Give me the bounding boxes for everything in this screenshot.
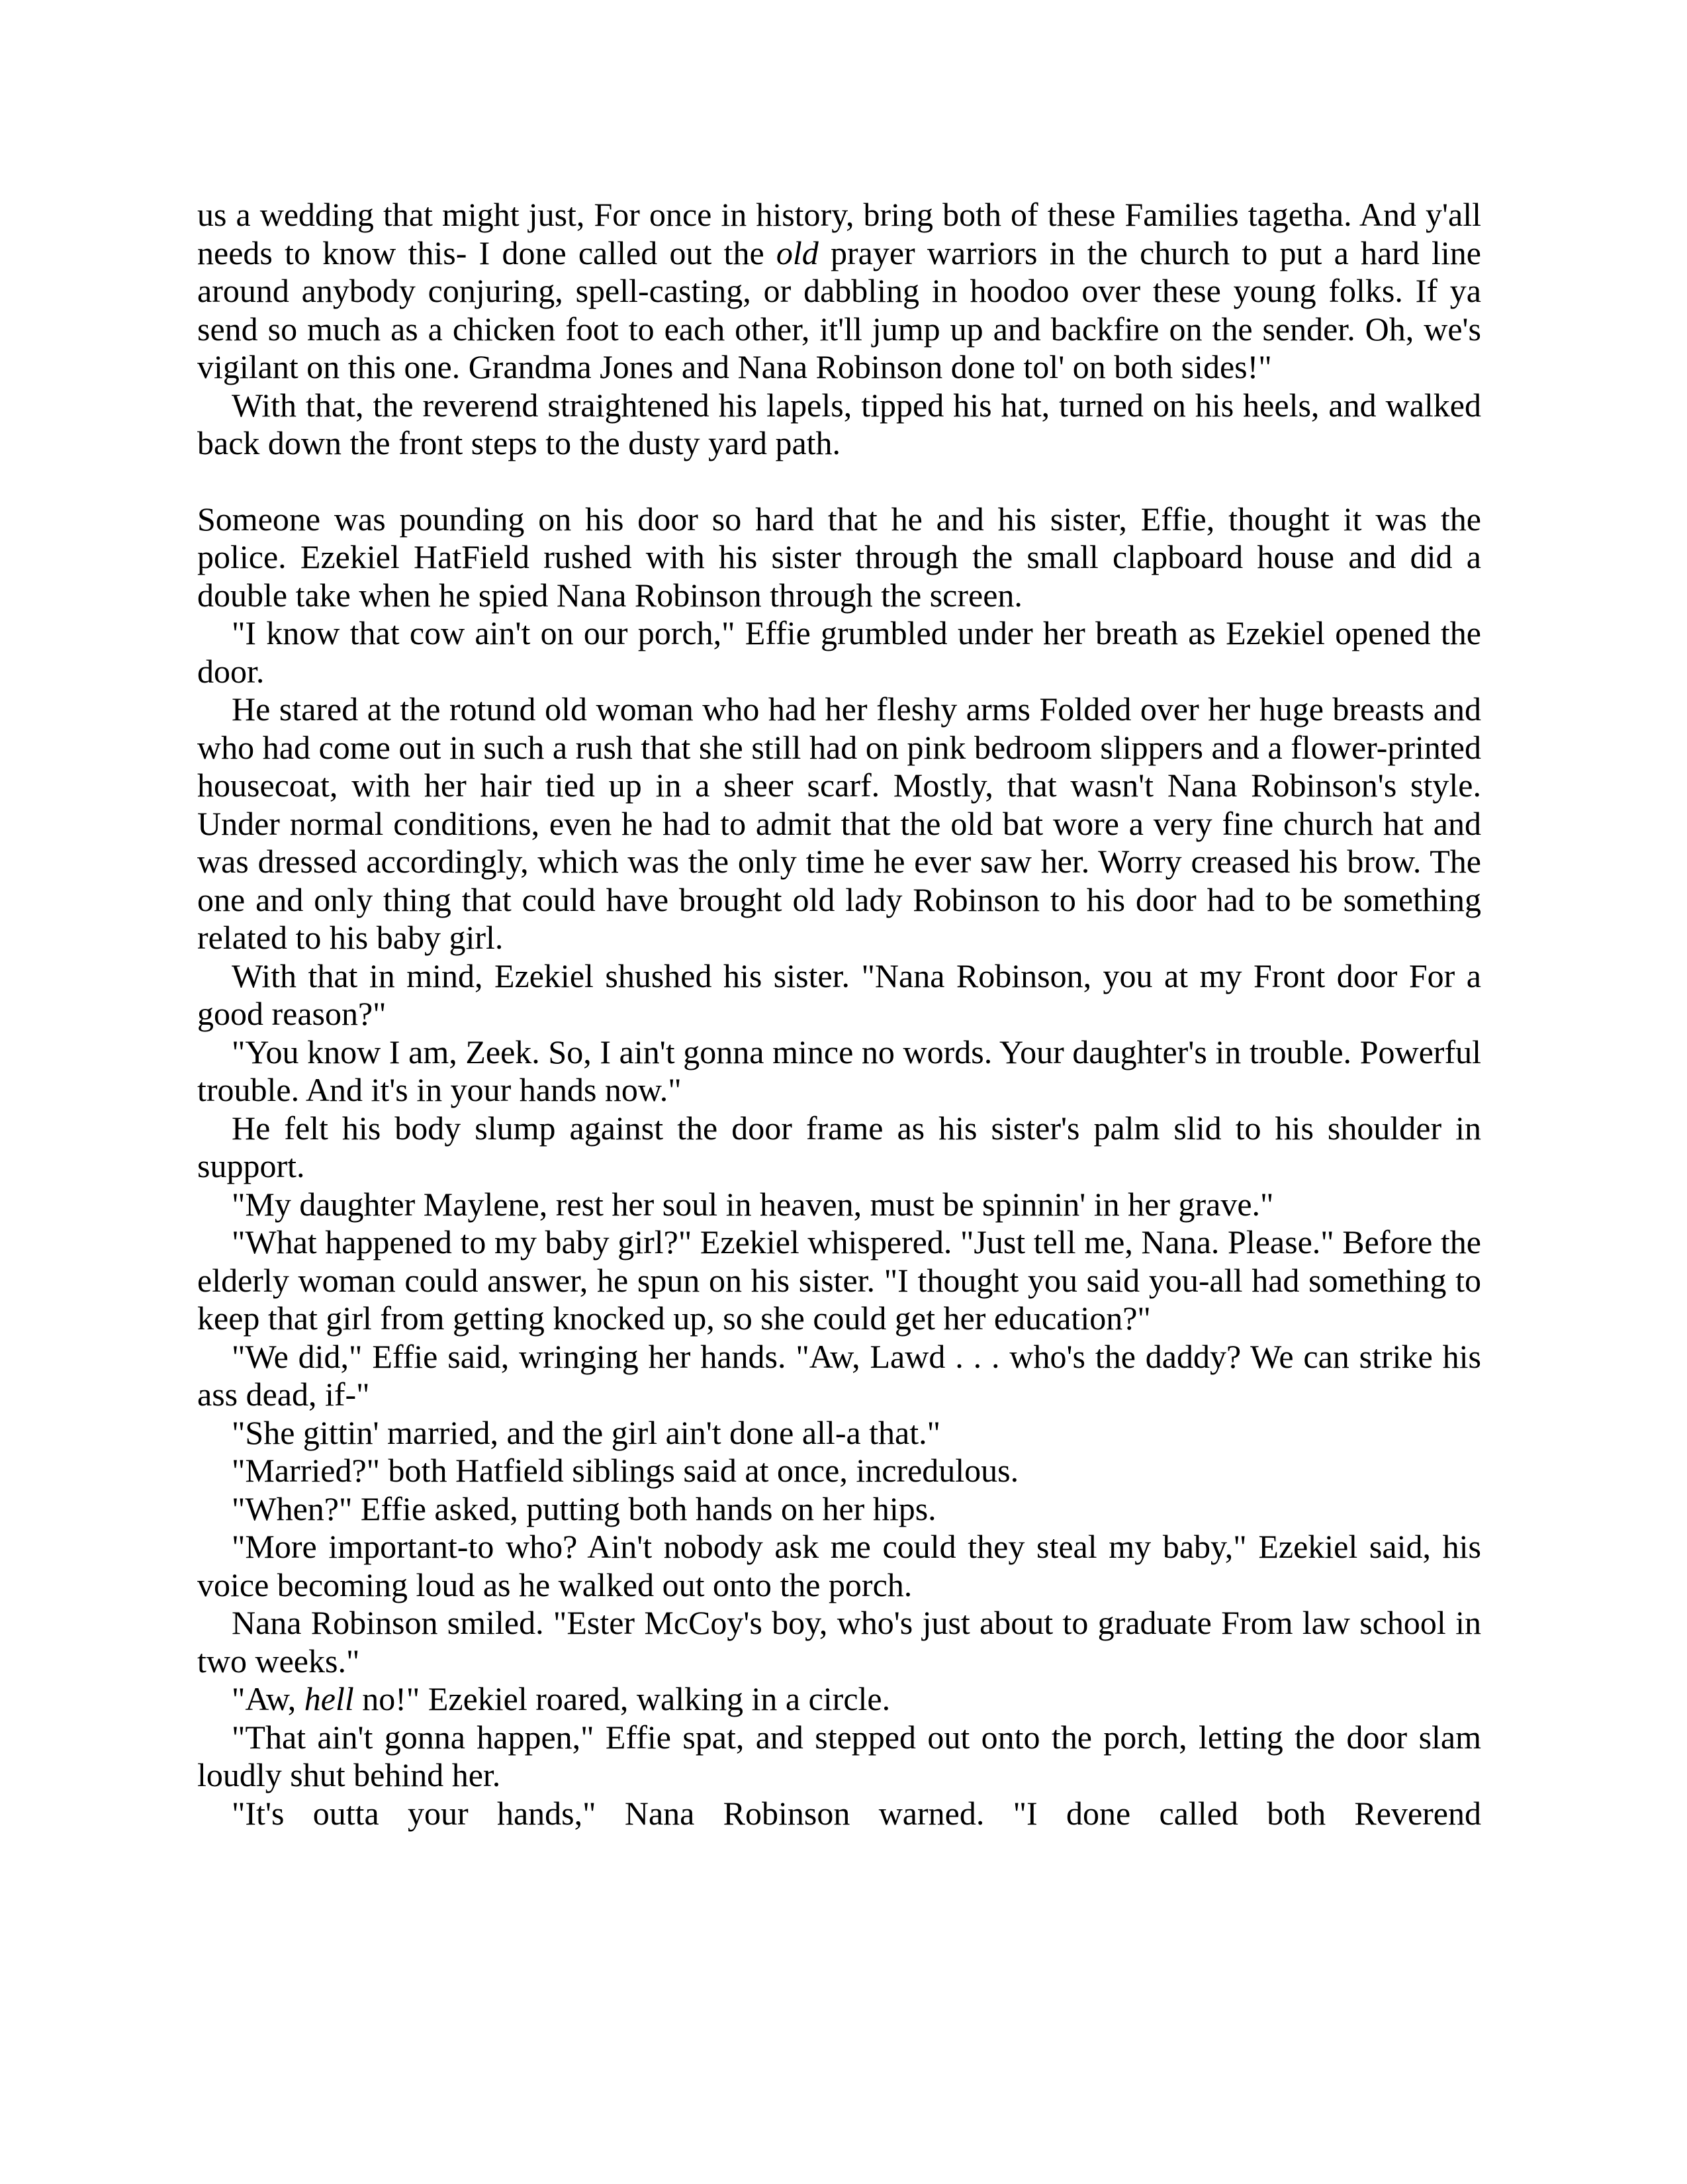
paragraph-text: With that in mind, Ezekiel shushed his sister. "Nana Robinson, you at my Front door For a good reason?": [197, 957, 1481, 1032]
paragraph-text: prayer warriors in the church to put a hard line around anybody conjuring, spell-casting, or dabbling in hoodoo over these young folks. If ya send so much as a chicken foot to each other, it'll jump up and backfire on the sender. Oh, we's vigilant on this one. Grandma Jones and Nana Robinson done tol' on both sides!": [197, 234, 1482, 385]
paragraph-text: "It's outta your hands," Nana Robinson warned. "I done called both Reverend: [232, 1794, 1481, 1832]
paragraph-p14: [197, 1490, 1481, 1529]
paragraph-text: "That ain't gonna happen," Effie spat, and stepped out onto the porch, letting the door slam loudly shut behind her.: [197, 1718, 1481, 1793]
paragraph-text: "She gittin' married, and the girl ain't done all-a that.": [232, 1413, 941, 1451]
paragraph-text: With that, the reverend straightened his lapels, tipped his hat, turned on his heels, and walked back down the front steps to the dusty yard path.: [197, 386, 1481, 461]
paragraph-text: "I know that cow ain't on our porch," Effie grumbled under her breath as Ezekiel opened the door.: [197, 614, 1481, 690]
paragraph-text: He felt his body slump against the door frame as his sister's palm slid to his shoulder in support.: [197, 1109, 1481, 1184]
paragraph-text: Someone was pounding on his door so hard that he and his sister, Effie, thought it was the police. Ezekiel HatField rushed with his sister through the small clapboard house and did a double take when he spied Nana Robinson through the screen.: [197, 500, 1481, 614]
paragraph-p12: [197, 1414, 1481, 1452]
paragraph-p7: [197, 1033, 1481, 1110]
paragraph-p3: [197, 500, 1481, 615]
paragraph-p19: [197, 1795, 1481, 1833]
paragraph-text: "You know I am, Zeek. So, I ain't gonna mince no words. Your daughter's in trouble. Powerful trouble. And it's in your hands now.": [197, 1033, 1481, 1108]
paragraph-text: us a wedding that might just, For once in history, bring both of these Families tagetha. And y'all needs to know this- I done called out the: [197, 196, 1481, 271]
paragraph-p5: [197, 690, 1481, 957]
paragraph-text: "We did," Effie said, wringing her hands. "Aw, Lawd . . . who's the daddy? We can strike his ass dead, if-": [197, 1337, 1481, 1413]
paragraph-text: "When?" Effie asked, putting both hands on her hips.: [232, 1490, 936, 1527]
paragraph-p15: [197, 1528, 1481, 1604]
paragraph-p13: [197, 1452, 1481, 1490]
paragraph-text: "What happened to my baby girl?" Ezekiel whispered. "Just tell me, Nana. Please." Before the elderly woman could answer, he spun on his sister. "I thought you said you-all had something to keep that girl from getting knocked up, so she could get her education?": [197, 1223, 1481, 1337]
paragraph-p6: [197, 957, 1481, 1033]
paragraph-p18: [197, 1719, 1481, 1795]
paragraph-p16: [197, 1604, 1481, 1680]
paragraph-p17: [197, 1680, 1481, 1719]
paragraph-p10: [197, 1223, 1481, 1338]
paragraph-p2: [197, 387, 1481, 463]
paragraph-p9: [197, 1186, 1481, 1224]
paragraph-text: Nana Robinson smiled. "Ester McCoy's boy, who's just about to graduate From law school in two weeks.": [197, 1604, 1481, 1680]
paragraph-text: He stared at the rotund old woman who had her fleshy arms Folded over her huge breasts and who had come out in such a rush that she still had on pink bedroom slippers and a flower-printed housecoat, with her hair tied up in a sheer scarf. Mostly, that wasn't Nana Robinson's style. Under normal conditions, even he had to admit that the old bat wore a very fine church hat and was dressed accordingly, which was the only time he ever saw her. Worry creased his brow. The one and only thing that could have brought old lady Robinson to his door had to be something related to his baby girl.: [197, 690, 1481, 956]
paragraph-text: "More important-to who? Ain't nobody ask me could they steal my baby," Ezekiel said, his voice becoming loud as he walked out onto the porch.: [197, 1528, 1481, 1603]
italic-text: hell: [304, 1680, 354, 1717]
paragraph-text: "Married?" both Hatfield siblings said at once, incredulous.: [232, 1452, 1019, 1489]
paragraph-p11: [197, 1338, 1481, 1414]
paragraph-text: "My daughter Maylene, rest her soul in heaven, must be spinnin' in her grave.": [232, 1185, 1274, 1223]
paragraph-text: "Aw,: [232, 1680, 304, 1717]
paragraph-p4: [197, 614, 1481, 690]
paragraph-p8: [197, 1110, 1481, 1186]
italic-text: old: [776, 234, 819, 271]
page-body: [197, 196, 1481, 1832]
paragraph-text: no!" Ezekiel roared, walking in a circle.: [353, 1680, 891, 1717]
paragraph-p1: [197, 196, 1481, 387]
